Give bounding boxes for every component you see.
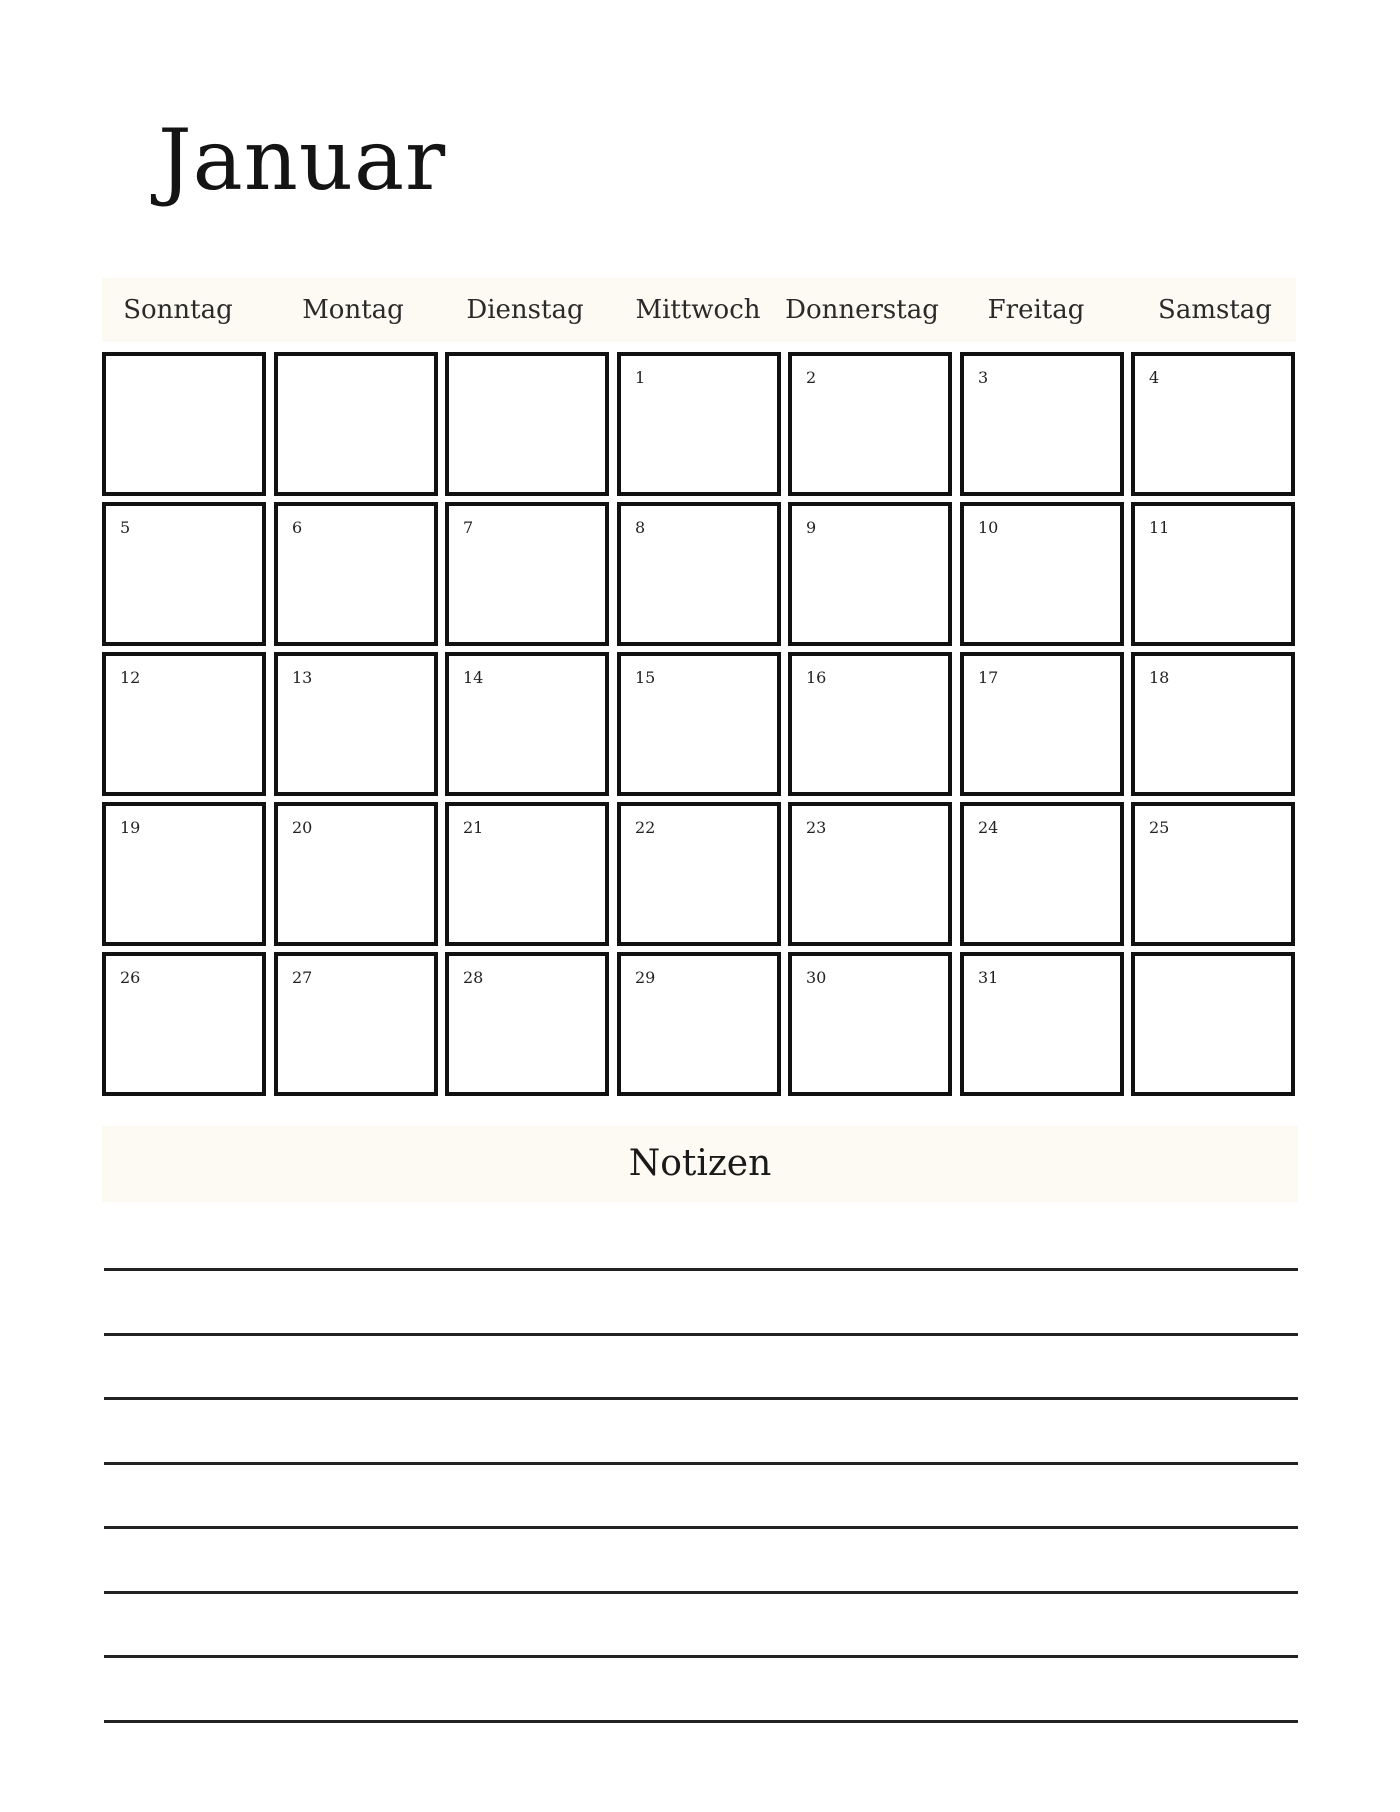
day-number: 15 xyxy=(635,668,656,687)
day-cell[interactable] xyxy=(274,352,438,496)
weekday-2: Dienstag xyxy=(466,295,584,325)
day-cell[interactable] xyxy=(617,652,781,796)
note-line[interactable] xyxy=(104,1526,1298,1529)
day-cell[interactable] xyxy=(617,802,781,946)
day-number: 1 xyxy=(635,368,646,387)
day-number: 31 xyxy=(978,968,999,987)
weekday-header xyxy=(102,278,1296,342)
weekday-3: Mittwoch xyxy=(635,295,761,325)
day-cell[interactable] xyxy=(788,352,952,496)
note-line[interactable] xyxy=(104,1397,1298,1400)
day-number: 3 xyxy=(978,368,989,387)
day-cell[interactable] xyxy=(274,652,438,796)
day-number: 21 xyxy=(463,818,484,837)
note-line[interactable] xyxy=(104,1720,1298,1723)
day-number: 25 xyxy=(1149,818,1170,837)
day-cell[interactable] xyxy=(1131,952,1295,1096)
day-cell[interactable] xyxy=(445,352,609,496)
day-cell[interactable] xyxy=(617,352,781,496)
day-cell[interactable] xyxy=(445,502,609,646)
day-cell[interactable] xyxy=(102,952,266,1096)
day-number: 13 xyxy=(292,668,313,687)
day-cell[interactable] xyxy=(102,802,266,946)
day-cell[interactable] xyxy=(1131,502,1295,646)
day-number: 9 xyxy=(806,518,817,537)
day-cell[interactable] xyxy=(788,802,952,946)
note-line[interactable] xyxy=(104,1591,1298,1594)
day-number: 12 xyxy=(120,668,141,687)
day-cell[interactable] xyxy=(102,652,266,796)
weekday-5: Freitag xyxy=(987,295,1085,325)
day-cell[interactable] xyxy=(617,952,781,1096)
notes-title: Notizen xyxy=(628,1143,772,1184)
day-cell[interactable] xyxy=(960,352,1124,496)
day-cell[interactable] xyxy=(102,502,266,646)
day-number: 22 xyxy=(635,818,656,837)
day-cell[interactable] xyxy=(788,652,952,796)
day-cell[interactable] xyxy=(274,952,438,1096)
day-number: 24 xyxy=(978,818,999,837)
weekday-0: Sonntag xyxy=(123,295,233,325)
day-number: 7 xyxy=(463,518,474,537)
day-number: 5 xyxy=(120,518,131,537)
notes-header xyxy=(102,1126,1298,1202)
day-number: 11 xyxy=(1149,518,1170,537)
day-cell[interactable] xyxy=(960,802,1124,946)
day-number: 16 xyxy=(806,668,827,687)
note-line[interactable] xyxy=(104,1655,1298,1658)
day-cell[interactable] xyxy=(788,502,952,646)
day-cell[interactable] xyxy=(960,502,1124,646)
day-number: 6 xyxy=(292,518,303,537)
day-number: 20 xyxy=(292,818,313,837)
day-cell[interactable] xyxy=(1131,652,1295,796)
day-cell[interactable] xyxy=(788,952,952,1096)
day-cell[interactable] xyxy=(445,652,609,796)
day-cell[interactable] xyxy=(960,952,1124,1096)
month-title: Januar xyxy=(158,111,447,209)
note-line[interactable] xyxy=(104,1333,1298,1336)
day-number: 14 xyxy=(463,668,484,687)
day-cell[interactable] xyxy=(617,502,781,646)
weekday-1: Montag xyxy=(302,295,404,325)
day-number: 19 xyxy=(120,818,141,837)
day-number: 17 xyxy=(978,668,999,687)
day-number: 30 xyxy=(806,968,827,987)
day-cell[interactable] xyxy=(960,652,1124,796)
day-cell[interactable] xyxy=(1131,352,1295,496)
weekday-6: Samstag xyxy=(1158,295,1272,325)
day-number: 18 xyxy=(1149,668,1170,687)
day-cell[interactable] xyxy=(1131,802,1295,946)
note-line[interactable] xyxy=(104,1462,1298,1465)
day-cell[interactable] xyxy=(102,352,266,496)
day-cell[interactable] xyxy=(445,802,609,946)
day-number: 28 xyxy=(463,968,484,987)
day-number: 29 xyxy=(635,968,656,987)
day-number: 10 xyxy=(978,518,999,537)
day-number: 4 xyxy=(1149,368,1160,387)
note-line[interactable] xyxy=(104,1268,1298,1271)
day-number: 23 xyxy=(806,818,827,837)
day-cell[interactable] xyxy=(274,502,438,646)
day-cell[interactable] xyxy=(445,952,609,1096)
day-number: 26 xyxy=(120,968,141,987)
day-number: 2 xyxy=(806,368,817,387)
day-number: 8 xyxy=(635,518,646,537)
day-cell[interactable] xyxy=(274,802,438,946)
day-number: 27 xyxy=(292,968,313,987)
weekday-4: Donnerstag xyxy=(785,295,939,325)
